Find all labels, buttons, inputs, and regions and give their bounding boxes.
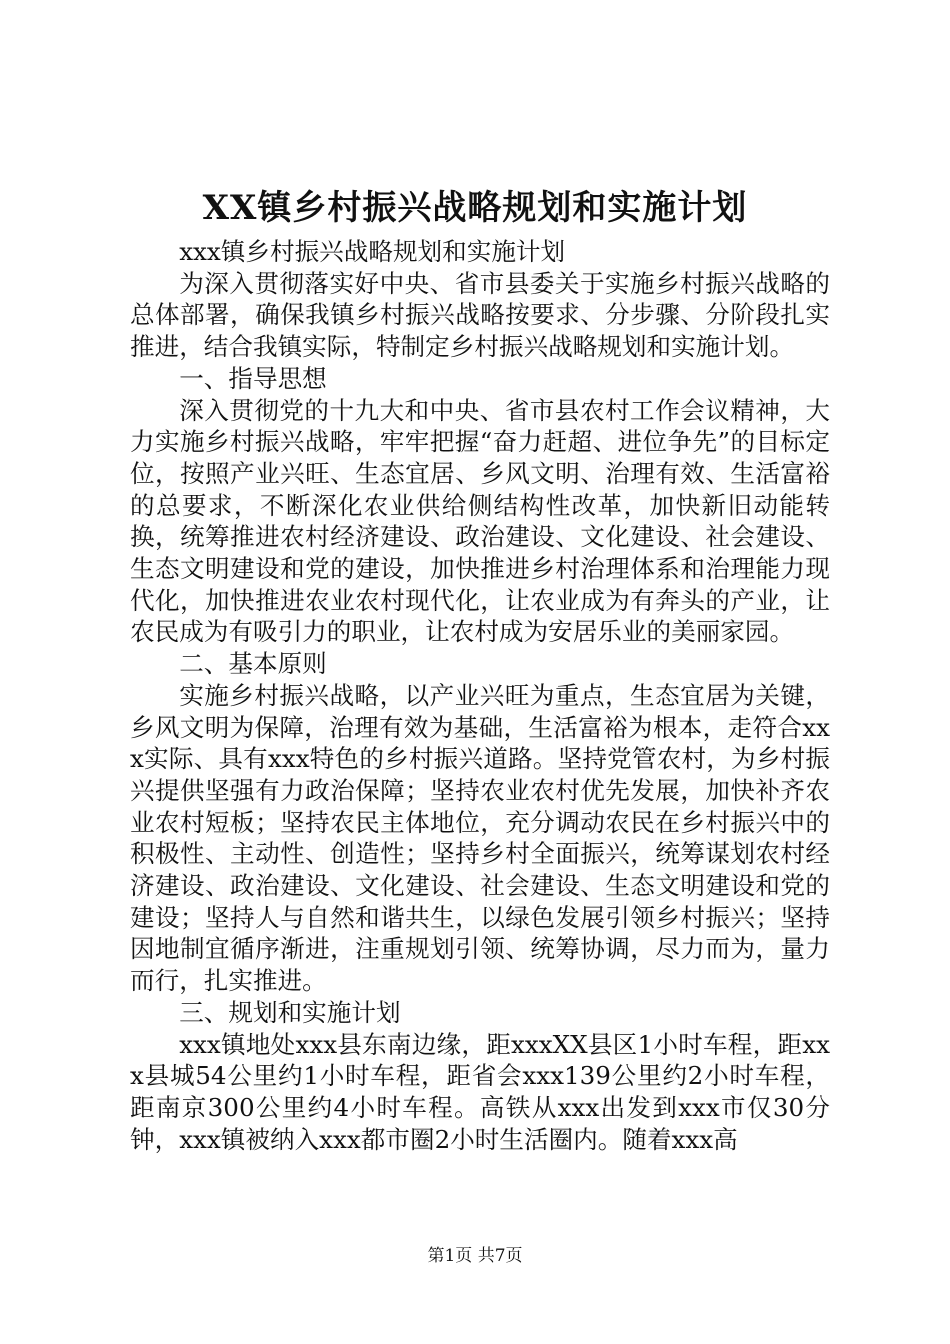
section-heading-plan: 三、规划和实施计划 <box>179 997 401 1027</box>
section-heading-basic-principles: 二、基本原则 <box>179 649 327 679</box>
section-paragraph-plan: xxx镇地处xxx县东南边缘，距xxxXX县区1小时车程，距xxx县城54公里约1小时车程，距省会xxx139公里约2小时车程，距南京300公里约4小时车程。高铁从xxx出发到xxx市仅30分钟，xxx镇被纳入xxx都市圈2小时生活圈内。随着xxx高 <box>130 1029 830 1154</box>
document-subtitle: xxx镇乡村振兴战略规划和实施计划 <box>179 237 566 266</box>
document-body <box>130 236 830 1155</box>
section-paragraph-basic-principles: 实施乡村振兴战略，以产业兴旺为重点，生态宜居为关键，乡风文明为保障，治理有效为基础，生活富裕为根本，走符合xxx实际、具有xxx特色的乡村振兴道路。坚持党管农村，为乡村振兴提供坚强有力政治保障；坚持农业农村优先发展，加快补齐农业农村短板；坚持农民主体地位，充分调动农民在乡村振兴中的积极性、主动性、创造性；坚持乡村全面振兴，统筹谋划农村经济建设、政治建设、文化建设、社会建设、生态文明建设和党的建设；坚持人与自然和谐共生，以绿色发展引领乡村振兴；坚持因地制宜循序渐进，注重规划引领、统筹协调，尽力而为，量力而行，扎实推进。 <box>130 680 830 996</box>
document-title: XX镇乡村振兴战略规划和实施计划 <box>202 188 748 228</box>
section-paragraph-guiding-ideology: 深入贯彻党的十九大和中央、省市县农村工作会议精神，大力实施乡村振兴战略，牢牢把握“奋力赶超、进位争先”的目标定位，按照产业兴旺、生态宜居、乡风文明、治理有效、生活富裕的总要求，不断深化农业供给侧结构性改革，加快新旧动能转换，统筹推进农村经济建设、政治建设、文化建设、社会建设、生态文明建设和党的建设，加快推进乡村治理体系和治理能力现代化，加快推进农业农村现代化，让农业成为有奔头的产业，让农民成为有吸引力的职业，让农村成为安居乐业的美丽家园。 <box>130 395 830 647</box>
page-number-footer: 第1页 共7页 <box>427 1246 523 1266</box>
section-heading-guiding-ideology: 一、指导思想 <box>179 363 327 393</box>
intro-paragraph: 为深入贯彻落实好中央、省市县委关于实施乡村振兴战略的总体部署，确保我镇乡村振兴战略按要求、分步骤、分阶段扎实推进，结合我镇实际，特制定乡村振兴战略规划和实施计划。 <box>130 268 830 362</box>
